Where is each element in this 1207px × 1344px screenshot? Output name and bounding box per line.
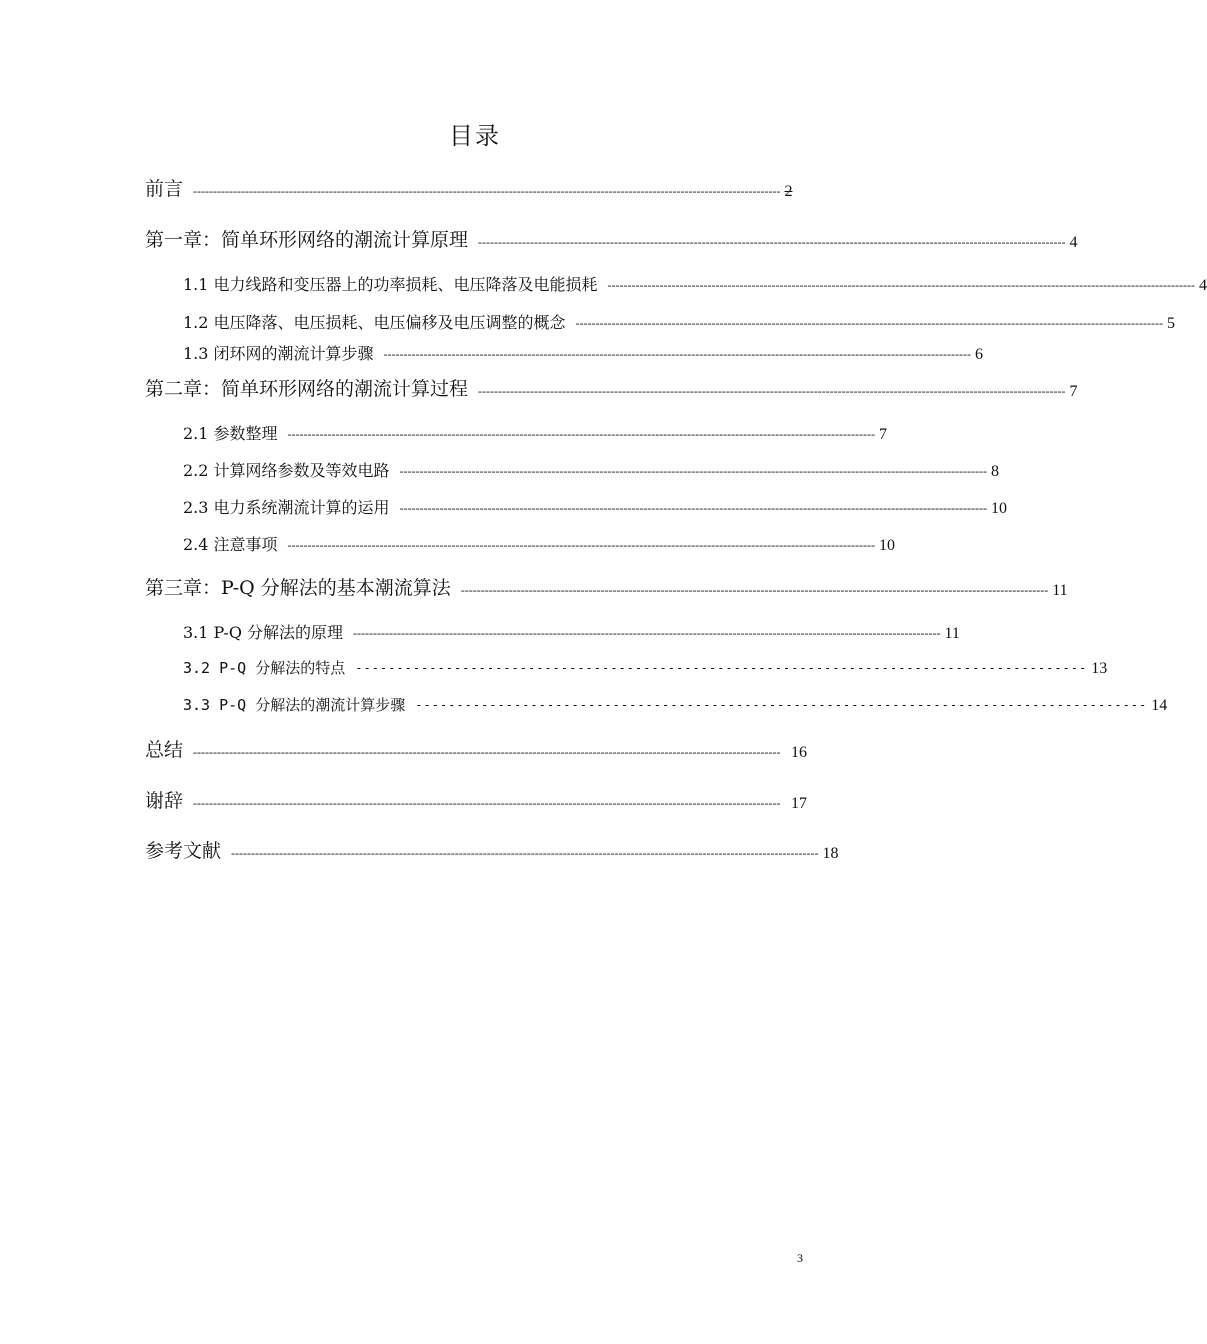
toc-entry-page: 18	[822, 845, 839, 862]
toc-entry-label: 前言	[145, 178, 184, 200]
toc-entry-chapter-2[interactable]	[145, 374, 1078, 401]
dot-leader: ---------------------------------------------------------------------------------------------------------------------------------------------------	[193, 745, 781, 759]
toc-entry-page: 5	[1166, 315, 1175, 332]
dot-leader: ---------------------------------------------------------------------------------------------------------------------------------------------------	[353, 626, 941, 640]
toc-entry-page: 7	[878, 426, 887, 443]
toc-entry-summary[interactable]	[145, 735, 807, 762]
toc-entry-page: 2	[784, 183, 793, 200]
toc-entry-page: 16	[791, 744, 807, 761]
dot-leader: ---------------------------------------------------------------------------------------------------------------------------------------------------	[478, 384, 1066, 398]
dot-leader: ---------------------------------------------------------------------------------------------------------------------------------------------------	[575, 316, 1163, 330]
toc-entry-page: 13	[1091, 660, 1108, 677]
toc-entry-page: 4	[1198, 277, 1207, 294]
toc-entry-label: 第二章：简单环形网络的潮流计算过程	[145, 378, 469, 400]
toc-title: 目录	[449, 122, 501, 150]
toc-entry-label: 3.1 P-Q 分解法的原理	[183, 623, 344, 642]
toc-entry-1-2[interactable]	[183, 310, 1175, 333]
dot-leader: ---------------------------------------------------------------------------------------------------------------------------------------------------	[231, 846, 819, 860]
toc-entry-label: 参考文献	[145, 840, 222, 862]
toc-entry-3-1[interactable]	[183, 620, 960, 643]
toc-entry-acknowledgements[interactable]	[145, 786, 807, 813]
toc-entry-chapter-3[interactable]	[145, 573, 1068, 600]
dot-leader: -----------------------------------------------------------------------------------------	[415, 698, 1148, 712]
dot-leader: ---------------------------------------------------------------------------------------------------------------------------------------------------	[287, 427, 875, 441]
toc-entry-page: 11	[944, 625, 960, 642]
toc-entry-label: 1.1 电力线路和变压器上的功率损耗、电压降落及电能损耗	[183, 275, 598, 294]
dot-leader: ---------------------------------------------------------------------------------------------------------------------------------------------------	[399, 464, 987, 478]
toc-entry-page: 6	[974, 346, 983, 363]
dot-leader: ---------------------------------------------------------------------------------------------------------------------------------------------------	[193, 796, 781, 810]
toc-entry-label: 2.1 参数整理	[183, 424, 278, 443]
dot-leader: ---------------------------------------------------------------------------------------------------------------------------------------------------	[287, 538, 875, 552]
toc-entry-label: 第一章：简单环形网络的潮流计算原理	[145, 229, 469, 251]
toc-entry-page: 7	[1069, 383, 1078, 400]
toc-entry-label: 第三章：P-Q 分解法的基本潮流算法	[145, 577, 451, 599]
toc-entry-2-2[interactable]	[183, 458, 999, 481]
toc-entry-label: 1.2 电压降落、电压损耗、电压偏移及电压调整的概念	[183, 313, 566, 332]
toc-entry-2-3[interactable]	[183, 495, 1007, 518]
toc-entry-references[interactable]	[145, 836, 839, 863]
toc-entry-label: 总结	[145, 739, 184, 761]
toc-entry-preface[interactable]	[145, 174, 793, 201]
page-number: 3	[797, 1251, 803, 1265]
toc-entry-3-2[interactable]	[183, 657, 1108, 678]
dot-leader: ---------------------------------------------------------------------------------------------------------------------------------------------------	[399, 501, 987, 515]
toc-entry-page: 14	[1151, 697, 1168, 714]
toc-entry-page: 8	[990, 463, 999, 480]
toc-entry-2-4[interactable]	[183, 532, 895, 555]
toc-entry-label: 3.3 P-Q 分解法的潮流计算步骤	[183, 696, 406, 714]
toc-entry-label: 2.2 计算网络参数及等效电路	[183, 461, 390, 480]
toc-entry-label: 2.3 电力系统潮流计算的运用	[183, 498, 390, 517]
dot-leader: ---------------------------------------------------------------------------------------------------------------------------------------------------	[193, 184, 781, 198]
toc-entry-label: 2.4 注意事项	[183, 535, 278, 554]
toc-entry-page: 10	[878, 537, 895, 554]
toc-entry-page: 10	[990, 500, 1007, 517]
toc-entry-label: 3.2 P-Q 分解法的特点	[183, 659, 346, 677]
toc-entry-3-3[interactable]	[183, 694, 1168, 715]
toc-entry-chapter-1[interactable]	[145, 225, 1078, 252]
toc-entry-page: 17	[791, 795, 807, 812]
toc-entry-2-1[interactable]	[183, 421, 887, 444]
dot-leader: ---------------------------------------------------------------------------------------------------------------------------------------------------	[478, 235, 1066, 249]
dot-leader: ---------------------------------------------------------------------------------------------------------------------------------------------------	[460, 583, 1049, 597]
toc-entry-page: 4	[1069, 234, 1078, 251]
dot-leader: -----------------------------------------------------------------------------------------	[355, 661, 1088, 675]
dot-leader: ---------------------------------------------------------------------------------------------------------------------------------------------------	[383, 347, 971, 361]
toc-entry-1-3[interactable]	[183, 341, 983, 364]
toc-entry-1-1[interactable]	[183, 272, 1207, 295]
toc-entry-label: 谢辞	[145, 790, 184, 812]
dot-leader: ---------------------------------------------------------------------------------------------------------------------------------------------------	[607, 278, 1195, 292]
toc-entry-label: 1.3 闭环网的潮流计算步骤	[183, 344, 374, 363]
toc-entry-page: 11	[1052, 582, 1068, 599]
